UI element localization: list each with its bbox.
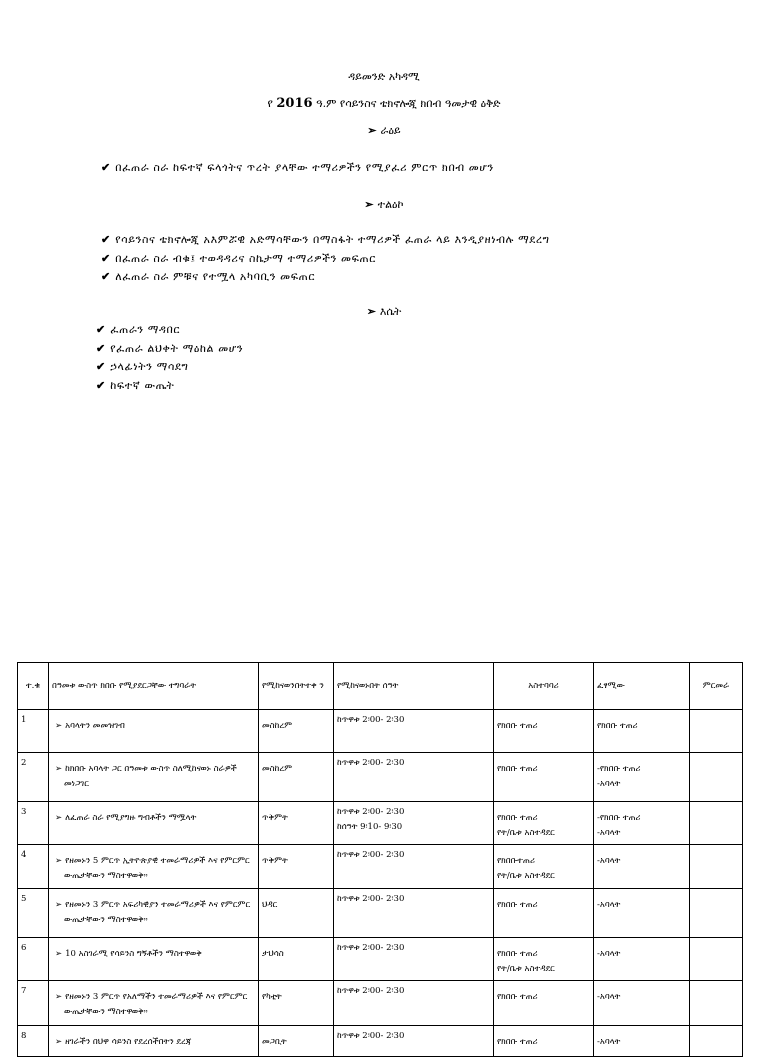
header-coordinator: አስተባባሪ [494,663,594,710]
cell-activity [49,845,259,889]
month-text: ጥቅምት [262,856,288,866]
executor-text: -አባላት [597,949,621,959]
values-heading [0,305,768,319]
cell-remark [690,981,743,1026]
cell-month [259,1026,334,1057]
list-item-text: የሳይንስና ቴክኖሎጂ አእምሯዊ አድማሳቸውን በማስፋት ተማሪዎች ፈጠራ ላይ እንዲያዘነብሉ ማደረግ [115,233,550,246]
activity-text: የዘመኑን 3 ምርጥ የአለማችን ተመራማሪዎች እና የምርምር ውጤታቸውን ማስተዋወቅ። [64,992,248,1017]
list-item-text: በፈጠራ ስራ ከፍተኛ ፍላጎትና ጥረት ያላቸው ተማሪዎችን የሚያፈሪ ምርጥ ክበብ መሆን [115,161,494,174]
coordinator-text: የክበቡ ተጠሪ [497,900,538,910]
cell-executor [594,1026,690,1057]
time-text: ከጥዋቱ 2፡00- 2፡30 [337,943,405,953]
cell-remark [690,845,743,889]
arrow-bullet-icon: ➢ [55,721,63,731]
checkmark-icon: ✔ [101,161,111,174]
list-item [101,250,550,269]
activity-bullet [52,713,255,734]
coordinator-text: የት/ቤቱ አስተዳደር [497,871,555,881]
arrow-bullet-icon: ➢ [55,764,63,774]
cell-no: 8 [18,1026,49,1057]
month-text: ታህሳስ [262,949,284,959]
month-text: መጋቢት [262,1037,287,1047]
list-item [101,231,550,250]
cell-no: 1 [18,710,49,753]
header-executor: ፈፃሚው [594,663,690,710]
table-header-row [18,663,743,710]
list-item [96,321,243,340]
arrow-bullet-icon: ➢ [364,198,374,211]
list-item-text: ፈጠራን ማዳበር [110,323,181,336]
values-list [96,321,243,395]
cell-executor [594,845,690,889]
cell-no: 6 [18,938,49,981]
cell-time [334,981,494,1026]
arrow-bullet-icon: ➢ [55,949,63,959]
table-row [18,802,743,845]
document-subtitle [0,96,768,111]
executor-text: -አባላት [597,828,621,838]
cell-coordinator [494,938,594,981]
cell-executor [594,802,690,845]
cell-coordinator [494,753,594,802]
cell-no: 5 [18,889,49,938]
cell-activity [49,710,259,753]
arrow-bullet-icon: ➢ [55,992,63,1002]
cell-remark [690,753,743,802]
school-name: ዳይመንድ አካዳሚ [348,70,420,83]
coordinator-text: የክበቡ ተጠሪ [497,721,538,731]
time-text: ከጥዋቱ 2፡00- 2፡30 [337,758,405,768]
cell-time [334,802,494,845]
activity-text: የዘመኑን 3 ምርጥ አፍሪካዊያን ተመራማሪዎች እና የምርምር ውጤታቸውን ማስተዋወቅ። [64,900,251,925]
activity-bullet [52,892,255,928]
arrow-bullet-icon: ➢ [366,305,376,318]
cell-remark [690,1026,743,1057]
cell-remark [690,710,743,753]
cell-executor [594,710,690,753]
cell-time [334,1026,494,1057]
header-no: ተ.ቁ [18,663,49,710]
table-row [18,845,743,889]
list-item [96,358,243,377]
values-heading-label: እሴት [379,305,402,318]
arrow-bullet-icon: ➢ [55,856,63,866]
subtitle-prefix: የ [267,97,273,110]
cell-no: 7 [18,981,49,1026]
month-text: የካቲት [262,992,282,1002]
activity-bullet [52,941,255,962]
time-text: ከጥዋቱ 2፡00- 2፡30 [337,1031,405,1041]
coordinator-text: የት/ቤቱ አስተዳደር [497,964,555,974]
coordinator-text: የክበቡ ተጠሪ [497,764,538,774]
cell-activity [49,753,259,802]
checkmark-icon: ✔ [101,233,111,246]
checkmark-icon: ✔ [101,251,111,265]
executor-text: የክበቡ ተጠሪ [597,721,638,731]
cell-executor [594,938,690,981]
activity-bullet [52,984,255,1020]
coordinator-text: የክበቡ ተጠሪ [497,949,538,959]
month-text: መስከረም [262,764,293,774]
mission-list [101,231,550,287]
activity-text: ለፈጠራ ስራ የሚያግዙ ግብቶችን ማሟላት [65,813,197,823]
coordinator-text: የክበቡተጠሪ [497,856,535,866]
cell-no: 3 [18,802,49,845]
coordinator-text: የት/ቤቱ አስተዳደር [497,828,555,838]
list-item [96,377,243,396]
executor-text: -አባላት [597,1037,621,1047]
cell-activity [49,802,259,845]
month-text: ህዳር [262,900,278,910]
cell-coordinator [494,710,594,753]
table-row [18,753,743,802]
table-row [18,1026,743,1057]
cell-coordinator [494,845,594,889]
checkmark-icon: ✔ [96,378,106,392]
header-time: የሚከናወኑበት ሰዓት [334,663,494,710]
cell-no: 2 [18,753,49,802]
cell-remark [690,802,743,845]
activity-text: ዘገራችን በህዋ ሳይንስ የደረሰችበትን ደረጃ [65,1037,192,1047]
cell-remark [690,938,743,981]
table-row [18,710,743,753]
cell-time [334,845,494,889]
executor-text: -አባላት [597,900,621,910]
activity-text: 10 አስገራሚ የሳይንስ ግኝቶችን ማስተዋወቅ [65,949,202,959]
cell-time [334,938,494,981]
list-item-text: የፈጠራ ልህቀት ማዕከል መሆን [110,341,244,355]
activity-bullet [52,1029,255,1050]
list-item [101,268,550,287]
header-activity: በዓመቱ ውስጥ ክበቡ የሚያደርጋቸው ተግባራት [49,663,259,710]
time-text: ከጥዋቱ 2፡00- 2፡30 [337,807,405,817]
vision-heading [0,124,768,138]
cell-time [334,889,494,938]
coordinator-text: የክበቡ ተጠሪ [497,992,538,1002]
cell-executor [594,889,690,938]
cell-activity [49,889,259,938]
cell-activity [49,981,259,1026]
executor-text: -አባላት [597,779,621,789]
cell-month [259,938,334,981]
checkmark-icon: ✔ [96,341,106,355]
list-item-text: ኃላፊነትን ማሳደግ [110,360,189,373]
cell-activity [49,938,259,981]
table-row [18,938,743,981]
cell-activity [49,1026,259,1057]
checkmark-icon: ✔ [96,360,106,373]
cell-month [259,710,334,753]
arrow-bullet-icon: ➢ [55,1037,63,1047]
cell-executor [594,753,690,802]
header-remark: ምርመራ [690,663,743,710]
activity-text: አባላትን መመዝገብ [65,721,125,731]
cell-month [259,753,334,802]
time-text: ከጥዋቱ 2፡00- 2፡30 [337,850,405,860]
month-text: መስከረም [262,721,293,731]
list-item-text: ለፈጠራ ስራ ምቹና የተሟላ አካባቢን መፍጠር [115,270,316,283]
checkmark-icon: ✔ [96,323,106,336]
cell-executor [594,981,690,1026]
annual-plan-table [17,662,743,1057]
list-item-text: በፈጠራ ስራ ብቁ፤ ተወዳዳሪና ስኬታማ ተማሪዎችን መፍጠር [115,251,376,265]
month-text: ጥቅምት [262,813,288,823]
executor-text: -የክበቡ ተጠሪ [597,764,641,774]
time-text: ከሰዓት 9፡10- 9፡30 [337,822,403,832]
mission-heading-label: ተልዕኮ [377,198,404,211]
coordinator-text: የክበቡ ተጠሪ [497,813,538,823]
executor-text: -አባላት [597,992,621,1002]
executor-text: -የክበቡ ተጠሪ [597,813,641,823]
vision-heading-label: ራዕይ [380,124,401,137]
subtitle-suffix: ዓ.ም የሳይንስና ቴክኖሎጂ ክበብ ዓመታዊ ዕቅድ [316,97,501,110]
mission-heading [0,198,768,212]
cell-time [334,710,494,753]
cell-coordinator [494,802,594,845]
table-row [18,981,743,1026]
cell-month [259,802,334,845]
activity-text: ከክበቡ አባላት ጋር በዓመቱ ውስጥ ስለሚከናወኑ ስራዎች መነጋገር [64,764,237,789]
cell-coordinator [494,981,594,1026]
activity-bullet [52,848,255,884]
activity-text: የዘመኑን 5 ምርጥ ኢትዮጵያዊ ተመራማሪዎች እና የምርምር ውጤታቸውን ማስተዋወቅ። [64,856,250,881]
arrow-bullet-icon: ➢ [55,813,63,823]
arrow-bullet-icon: ➢ [367,124,377,137]
list-item [101,159,494,178]
checkmark-icon: ✔ [101,270,111,283]
list-item-text: ከፍተኛ ውጤት [110,378,175,392]
cell-coordinator [494,889,594,938]
coordinator-text: የክበቡ ተጠሪ [497,1037,538,1047]
cell-month [259,981,334,1026]
cell-no: 4 [18,845,49,889]
cell-coordinator [494,1026,594,1057]
cell-remark [690,889,743,938]
subtitle-year: 2016 [276,96,313,111]
executor-text: -አባላት [597,856,621,866]
activity-bullet [52,756,255,792]
table-row [18,889,743,938]
list-item [96,340,243,359]
arrow-bullet-icon: ➢ [55,900,63,910]
cell-time [334,753,494,802]
vision-list [101,159,494,178]
header-month: የሚከናወንበትተቀ ን [259,663,334,710]
cell-month [259,845,334,889]
cell-month [259,889,334,938]
time-text: ከጥዋቱ 2፡00- 2፡30 [337,986,405,996]
time-text: ከጥዋቱ 2፡00- 2፡30 [337,715,405,725]
time-text: ከጥዋቱ 2፡00- 2፡30 [337,894,405,904]
activity-bullet [52,805,255,826]
table-body [18,710,743,1057]
